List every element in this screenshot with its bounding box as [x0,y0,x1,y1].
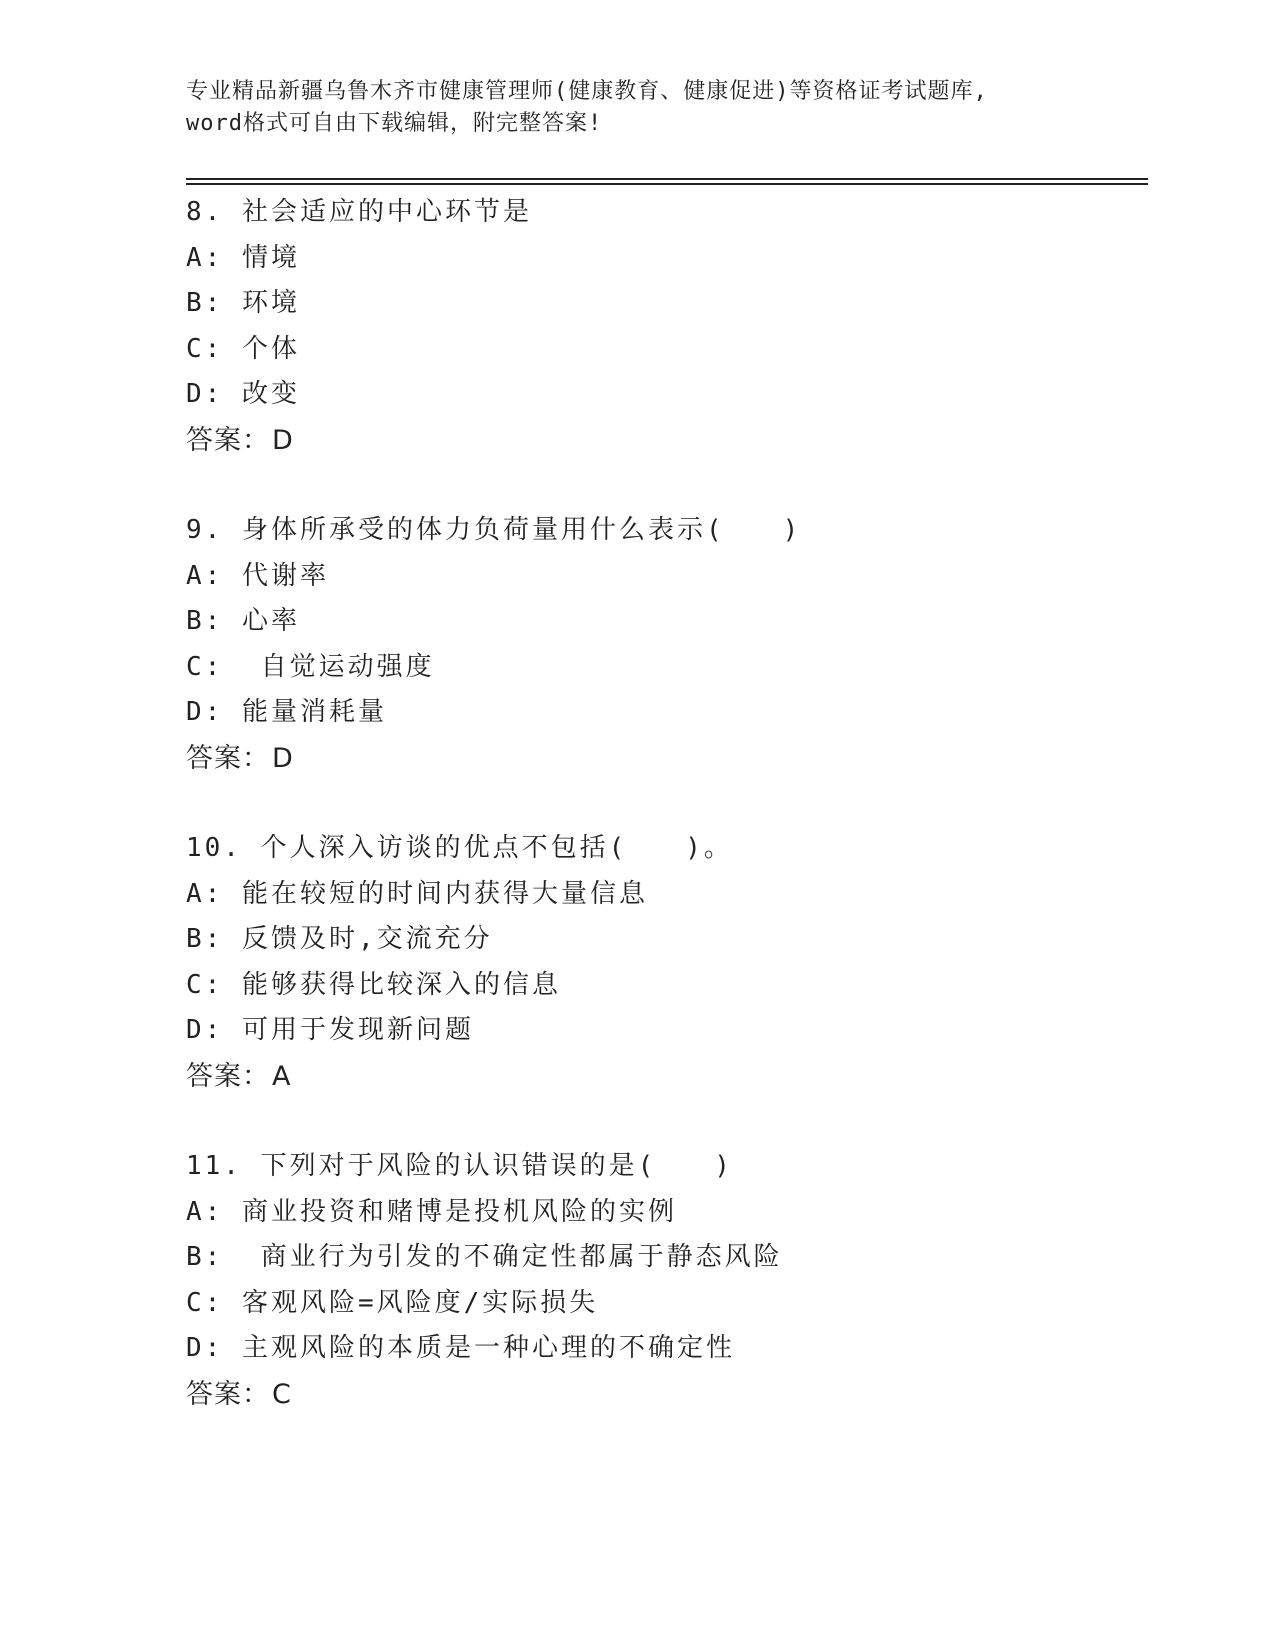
option-a: A: 商业投资和赌博是投机风险的实例 [186,1196,677,1227]
answer-label: 答案： [186,742,270,774]
header-line-2: word格式可自由下载编辑，附完整答案! [186,111,603,136]
option-d: D: 可用于发现新问题 [186,1015,474,1045]
answer-line [186,418,1146,464]
question-10 [186,826,1146,1099]
option-c: C: 个体 [186,333,300,364]
question-8 [186,190,1146,463]
option-d: D: 能量消耗量 [186,697,387,727]
question-stem: 10. 个人深入访谈的优点不包括( )。 [186,833,733,863]
question-stem: 8. 社会适应的中心环节是 [186,197,532,227]
question-11 [186,1144,1146,1417]
option-a: A: 代谢率 [186,560,329,591]
option-b: B: 环境 [186,288,300,318]
option-b: B: 心率 [186,606,300,636]
option-b: B: 商业行为引发的不确定性都属于静态风险 [186,1242,783,1272]
answer-label: 答案： [186,1378,270,1410]
option-d: D: 改变 [186,379,300,409]
option-d: D: 主观风险的本质是一种心理的不确定性 [186,1333,735,1363]
option-b: B: 反馈及时,交流充分 [186,924,493,954]
question-stem: 11. 下列对于风险的认识错误的是( ) [186,1151,733,1181]
option-c: C: 自觉运动强度 [186,651,435,682]
header-divider-top [186,178,1148,180]
answer-value: D [272,742,294,774]
answer-value: D [272,424,294,456]
question-stem: 9. 身体所承受的体力负荷量用什么表示( ) [186,515,802,545]
answer-value: C [272,1378,292,1410]
answer-label: 答案： [186,424,270,456]
document-header [186,76,1086,140]
answer-value: A [272,1060,292,1092]
header-divider-bottom [186,183,1148,185]
option-a: A: 情境 [186,242,300,273]
option-c: C: 客观风险=风险度/实际损失 [186,1287,599,1318]
answer-line [186,1372,1146,1418]
option-a: A: 能在较短的时间内获得大量信息 [186,878,648,909]
answer-label: 答案： [186,1060,270,1092]
answer-line [186,1054,1146,1100]
answer-line [186,736,1146,782]
header-line-1: 专业精品新疆乌鲁木齐市健康管理师(健康教育、健康促进)等资格证考试题库, [186,79,988,104]
option-c: C: 能够获得比较深入的信息 [186,969,561,1000]
question-9 [186,508,1146,781]
